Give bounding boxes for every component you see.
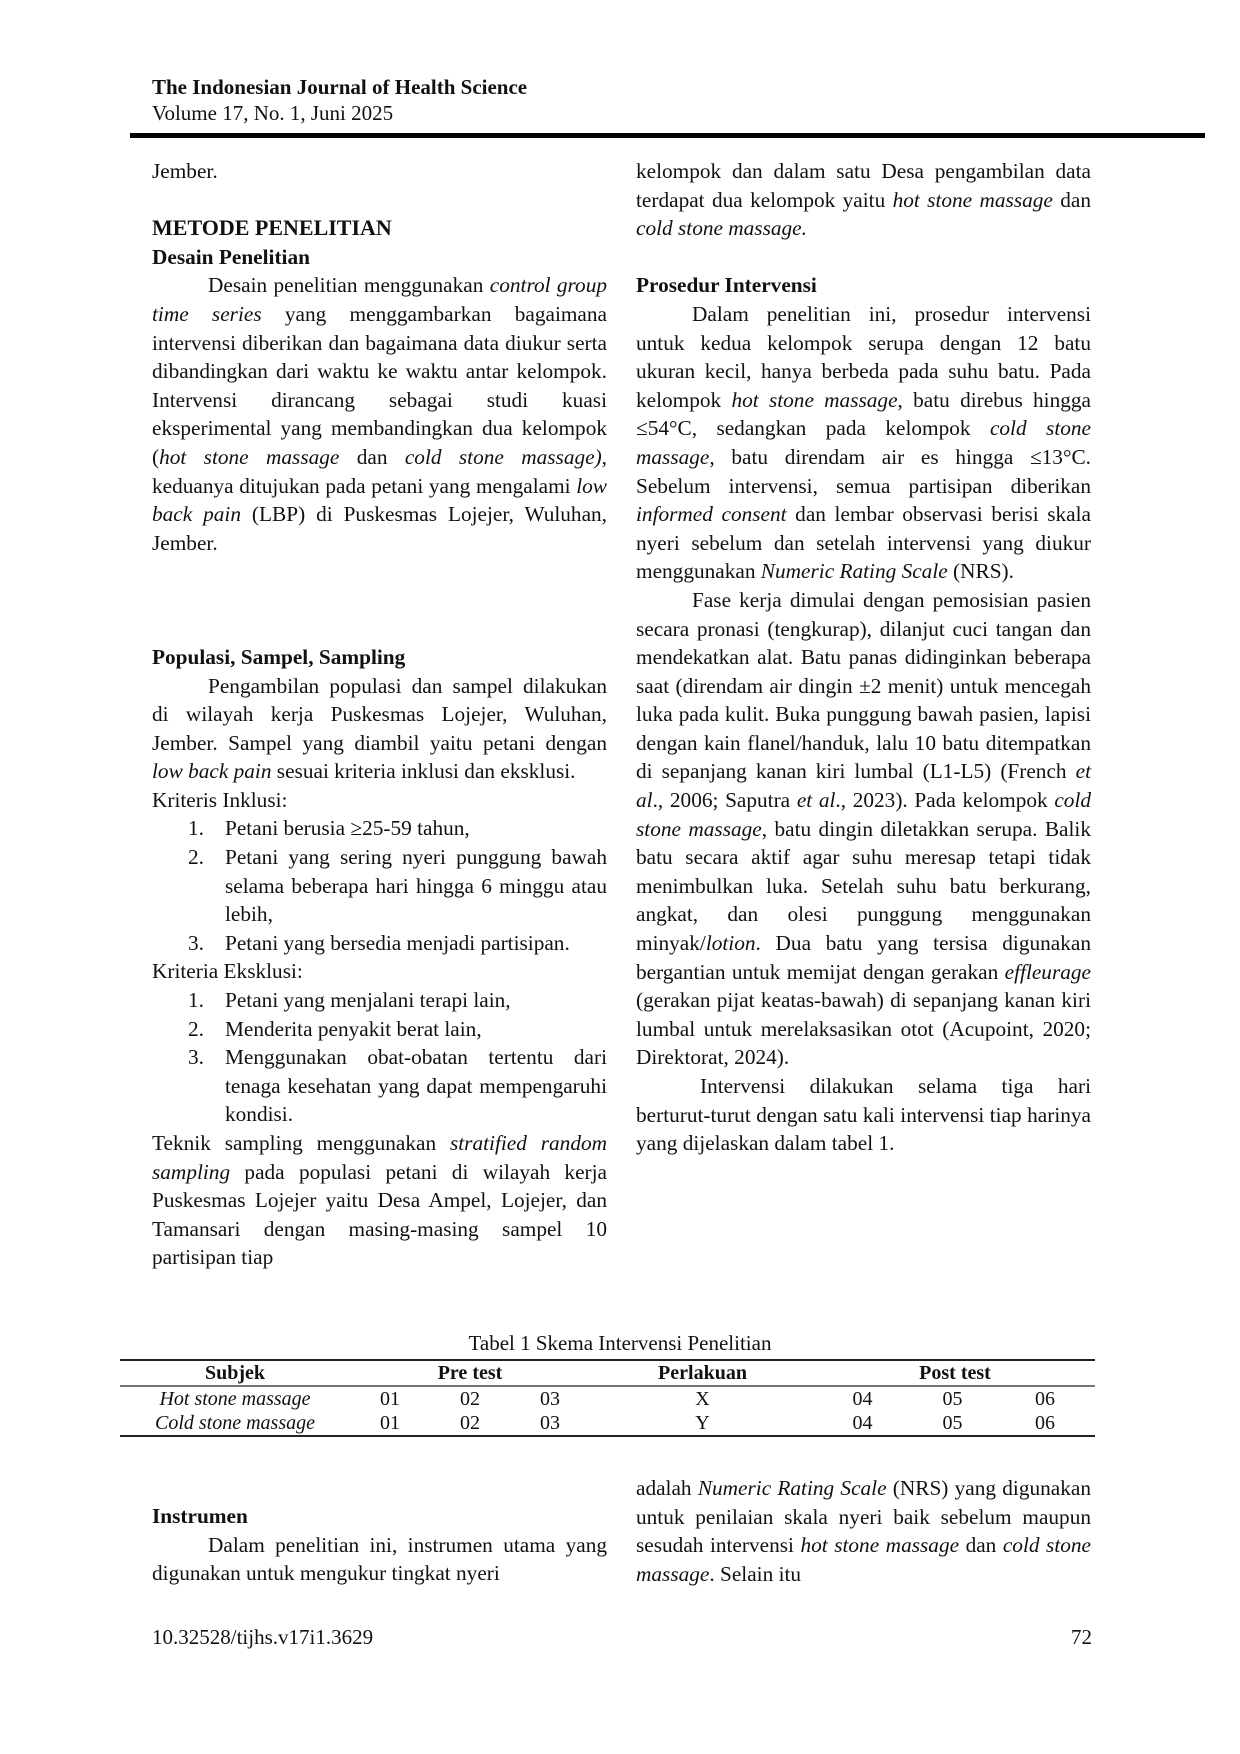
- cell-post: 05: [942, 1412, 963, 1434]
- subsection-desain-heading: Desain Penelitian: [152, 244, 310, 269]
- header-pre-test: Pre test: [437, 1362, 503, 1384]
- cell-pre: 03: [540, 1388, 560, 1410]
- cell-pre: 03: [540, 1412, 560, 1434]
- cell-subject: Hot stone massage: [159, 1388, 311, 1410]
- journal-title: The Indonesian Journal of Health Science: [152, 75, 528, 99]
- desain-paragraph: Desain penelitian menggunakan control group time series yang menggambarkan bagaimana intervensi diberikan dan bagaimana data diukur serta dibandingkan dari waktu ke waktu antar kelompok. Intervensi dirancang sebagai studi kuasi eksperimental yang membandingkan dua kelompok (hot stone massage dan cold stone massage), keduanya ditujukan pada petani yang mengalami low back pain (LBP) di Puskesmas Lojejer, Wuluhan, Jember.: [152, 273, 608, 555]
- list-item: 3. Petani yang bersedia menjadi partisipan.: [188, 930, 570, 955]
- page-header: [152, 74, 527, 126]
- exclusion-list: [152, 986, 607, 1129]
- exclusion-label: Kriteria Eksklusi:: [152, 959, 303, 984]
- populasi-paragraph: Pengambilan populasi dan sampel dilakukan di wilayah kerja Puskesmas Lojejer, Wuluhan, Jember. Sampel yang diambil yaitu petani dengan low back pain sesuai kriteria inklusi dan eksklusi.: [152, 673, 607, 784]
- table-row: [120, 1411, 1095, 1436]
- header-subjek: Subjek: [204, 1362, 266, 1384]
- inclusion-list: [152, 814, 607, 957]
- prosedur-paragraph-3: Intervensi dilakukan selama tiga hari berturut-turut dengan satu kali intervensi tiap harinya yang dijelaskan dalam tabel 1.: [636, 1074, 1091, 1156]
- section-title: METODE PENELITIAN: [152, 215, 392, 241]
- page-number: 72: [1071, 1625, 1092, 1649]
- cell-pre: 02: [460, 1388, 480, 1410]
- cell-post: 06: [1035, 1388, 1055, 1410]
- inclusion-label: Kriteris Inklusi:: [152, 787, 288, 812]
- list-item: 2. Petani yang sering nyeri punggung bawah selama beberapa hari hingga 6 minggu atau lebih,: [188, 845, 607, 927]
- journal-volume: Volume 17, No. 1, Juni 2025: [152, 101, 394, 125]
- instrumen-continuation: adalah Numeric Rating Scale (NRS) yang digunakan untuk penilaian skala nyeri baik sebelum maupun sesudah intervensi hot stone massage dan cold stone massage. Selain itu: [636, 1476, 1092, 1586]
- list-item: 3. Menggunakan obat-obatan tertentu dari tenaga kesehatan yang dapat mempengaruhi kondisi.: [188, 1045, 607, 1127]
- header-perlakuan: Perlakuan: [658, 1362, 747, 1384]
- instrumen-right: [636, 1474, 1091, 1588]
- header-rule: [130, 133, 1205, 138]
- continuation-text: Jember.: [152, 159, 218, 183]
- list-item: 1. Petani yang menjalani terapi lain,: [188, 988, 511, 1013]
- instrumen-left: [152, 1502, 607, 1588]
- table-row: [120, 1386, 1095, 1411]
- subsection-populasi-heading: Populasi, Sampel, Sampling: [152, 644, 406, 669]
- header-post-test: Post test: [919, 1362, 991, 1384]
- sampling-paragraph: Teknik sampling menggunakan stratified random sampling pada populasi petani di wilayah kerja Puskesmas Lojejer yaitu Desa Ampel, Lojejer, dan Tamansari dengan masing-masing sampel 10 partisipan tiap: [152, 1131, 607, 1270]
- instrumen-paragraph: Dalam penelitian ini, instrumen utama yang digunakan untuk mengukur tingkat nyeri: [152, 1532, 607, 1586]
- intervention-table: [120, 1359, 1095, 1437]
- cell-treatment: X: [695, 1388, 710, 1410]
- subsection-instrumen-heading: Instrumen: [152, 1504, 248, 1528]
- subsection-prosedur-heading: Prosedur Intervensi: [636, 273, 817, 298]
- continuation-paragraph: kelompok dan dalam satu Desa pengambilan data terdapat dua kelompok yaitu hot stone massage dan cold stone massage.: [636, 159, 1092, 241]
- list-item: 2. Menderita penyakit berat lain,: [188, 1016, 482, 1041]
- table-header-row: [120, 1360, 1095, 1386]
- prosedur-paragraph-2: Fase kerja dimulai dengan pemosisian pasien secara pronasi (tengkurap), dilanjut cuci tangan dan mendekatkan alat. Batu panas didinginkan beberapa saat (direndam air dingin ±2 menit) untuk mencegah luka pada kulit. Buka punggung bawah pasien, lapisi dengan kain flanel/handuk, lalu 10 batu ditempatkan di sepanjang kanan kiri lumbal (L1-L5) (French et al., 2006; Saputra et al., 2023). Pada kelompok cold stone massage, batu dingin diletakkan serupa. Balik batu secara aktif agar suhu meresap tetapi tidak menimbulkan luka. Setelah suhu batu berkurang, angkat, dan olesi punggung menggunakan minyak/lotion. Dua batu yang tersisa digunakan bergantian untuk memijat dengan gerakan effleurage (gerakan pijat keatas-bawah) di sepanjang kanan kiri lumbal untuk merelaksasikan otot (Acupoint, 2020; Direktorat, 2024).: [636, 587, 1092, 1070]
- list-item: 1. Petani berusia ≥25-59 tahun,: [188, 816, 470, 841]
- right-column: [636, 157, 1091, 1158]
- cell-pre: 02: [460, 1412, 480, 1434]
- cell-post: 05: [942, 1388, 963, 1410]
- doi-link[interactable]: 10.32528/tijhs.v17i1.3629: [152, 1625, 374, 1649]
- cell-subject: Cold stone massage: [155, 1412, 315, 1434]
- cell-treatment: Y: [695, 1412, 710, 1434]
- cell-post: 06: [1035, 1412, 1055, 1434]
- cell-post: 04: [852, 1388, 873, 1410]
- cell-pre: 01: [380, 1388, 400, 1410]
- prosedur-paragraph-1: Dalam penelitian ini, prosedur intervensi untuk kedua kelompok serupa dengan 12 batu ukuran kecil, hanya berbeda pada suhu batu. Pada kelompok hot stone massage, batu direbus hingga ≤54°C, sedangkan pada kelompok cold stone massage, batu direndam air es hingga ≤13°C. Sebelum intervensi, semua partisipan diberikan informed consent dan lembar observasi berisi skala nyeri sebelum dan setelah intervensi yang diukur menggunakan Numeric Rating Scale (NRS).: [636, 301, 1092, 584]
- left-column: [152, 157, 607, 1272]
- cell-pre: 01: [380, 1412, 400, 1434]
- table-caption: Tabel 1 Skema Intervensi Penelitian: [468, 1331, 772, 1355]
- cell-post: 04: [852, 1412, 873, 1434]
